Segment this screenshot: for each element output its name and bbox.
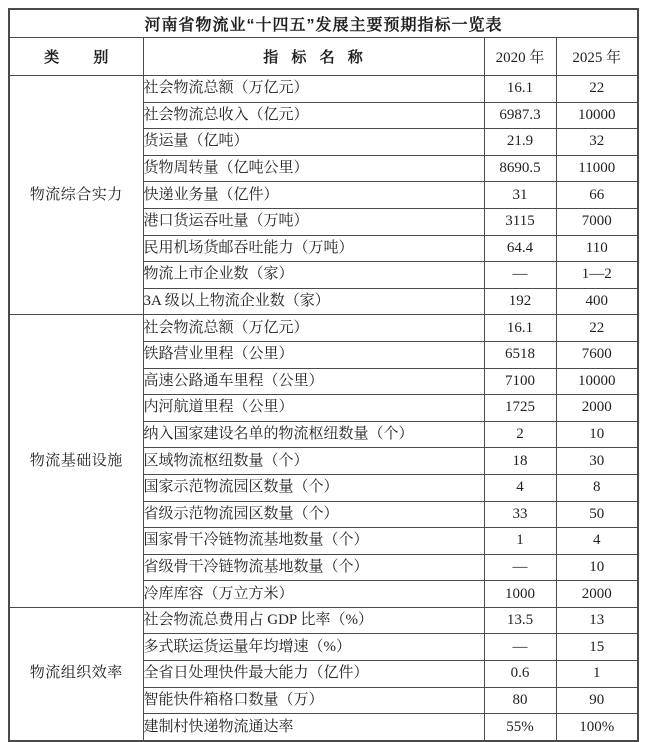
indicator-name: 高速公路通车里程（公里） [143, 368, 484, 395]
value-2025: 2000 [556, 581, 638, 608]
value-2020: — [484, 262, 556, 289]
value-2025: 7600 [556, 341, 638, 368]
value-2025: 10000 [556, 368, 638, 395]
indicator-name: 国家示范物流园区数量（个） [143, 474, 484, 501]
indicator-name: 铁路营业里程（公里） [143, 341, 484, 368]
value-2020: 33 [484, 501, 556, 528]
indicator-name: 省级骨干冷链物流基地数量（个） [143, 554, 484, 581]
value-2025: 66 [556, 182, 638, 209]
value-2020: 16.1 [484, 76, 556, 103]
value-2020: 0.6 [484, 661, 556, 688]
indicators-table [8, 8, 639, 742]
value-2025: 100% [556, 714, 638, 741]
value-2025: 1 [556, 661, 638, 688]
indicator-name: 智能快件箱格口数量（万） [143, 687, 484, 714]
value-2020: 31 [484, 182, 556, 209]
value-2025: 15 [556, 634, 638, 661]
col-header-2025: 2025 年 [556, 38, 638, 76]
value-2025: 22 [556, 315, 638, 342]
value-2020: 13.5 [484, 607, 556, 634]
indicator-name: 国家骨干冷链物流基地数量（个） [143, 528, 484, 555]
value-2025: 22 [556, 76, 638, 103]
value-2025: 32 [556, 129, 638, 156]
value-2025: 1—2 [556, 262, 638, 289]
value-2025: 2000 [556, 395, 638, 422]
indicator-name: 3A 级以上物流企业数（家） [143, 288, 484, 315]
value-2020: 3115 [484, 208, 556, 235]
indicator-name: 货运量（亿吨） [143, 129, 484, 156]
table-row [9, 76, 638, 103]
value-2020: — [484, 634, 556, 661]
value-2025: 110 [556, 235, 638, 262]
value-2020: 18 [484, 448, 556, 475]
value-2020: 1 [484, 528, 556, 555]
value-2020: 4 [484, 474, 556, 501]
category-cell: 物流综合实力 [9, 76, 143, 315]
value-2020: 1000 [484, 581, 556, 608]
indicator-name: 快递业务量（亿件） [143, 182, 484, 209]
table-title: 河南省物流业“十四五”发展主要预期指标一览表 [9, 9, 638, 38]
category-cell: 物流基础设施 [9, 315, 143, 608]
value-2025: 8 [556, 474, 638, 501]
value-2020: 80 [484, 687, 556, 714]
value-2020: 21.9 [484, 129, 556, 156]
indicator-name: 省级示范物流园区数量（个） [143, 501, 484, 528]
value-2020: 8690.5 [484, 155, 556, 182]
indicator-name: 冷库库容（万立方米） [143, 581, 484, 608]
value-2020: — [484, 554, 556, 581]
indicator-name: 社会物流总额（万亿元） [143, 76, 484, 103]
value-2020: 6518 [484, 341, 556, 368]
indicator-name: 物流上市企业数（家） [143, 262, 484, 289]
value-2025: 10 [556, 421, 638, 448]
value-2025: 10 [556, 554, 638, 581]
col-header-category: 类 别 [9, 38, 143, 76]
value-2020: 16.1 [484, 315, 556, 342]
value-2025: 11000 [556, 155, 638, 182]
indicator-name: 建制村快递物流通达率 [143, 714, 484, 741]
value-2025: 7000 [556, 208, 638, 235]
value-2020: 64.4 [484, 235, 556, 262]
value-2020: 1725 [484, 395, 556, 422]
indicator-name: 社会物流总费用占 GDP 比率（%） [143, 607, 484, 634]
category-cell: 物流组织效率 [9, 607, 143, 740]
value-2025: 90 [556, 687, 638, 714]
indicator-name: 货物周转量（亿吨公里） [143, 155, 484, 182]
value-2025: 13 [556, 607, 638, 634]
value-2020: 192 [484, 288, 556, 315]
value-2025: 50 [556, 501, 638, 528]
value-2020: 2 [484, 421, 556, 448]
indicator-name: 多式联运货运量年均增速（%） [143, 634, 484, 661]
value-2020: 7100 [484, 368, 556, 395]
col-header-2020: 2020 年 [484, 38, 556, 76]
indicator-name: 全省日处理快件最大能力（亿件） [143, 661, 484, 688]
title-row [9, 9, 638, 38]
table-row [9, 607, 638, 634]
indicator-name: 民用机场货邮吞吐能力（万吨） [143, 235, 484, 262]
indicator-name: 社会物流总收入（亿元） [143, 102, 484, 129]
indicator-name: 区域物流枢纽数量（个） [143, 448, 484, 475]
value-2025: 400 [556, 288, 638, 315]
col-header-indicator: 指 标 名 称 [143, 38, 484, 76]
table-row [9, 315, 638, 342]
indicator-name: 港口货运吞吐量（万吨） [143, 208, 484, 235]
indicator-name: 社会物流总额（万亿元） [143, 315, 484, 342]
value-2025: 30 [556, 448, 638, 475]
indicator-name: 内河航道里程（公里） [143, 395, 484, 422]
column-header-row [9, 38, 638, 76]
indicator-name: 纳入国家建设名单的物流枢纽数量（个） [143, 421, 484, 448]
value-2020: 55% [484, 714, 556, 741]
value-2025: 10000 [556, 102, 638, 129]
value-2025: 4 [556, 528, 638, 555]
value-2020: 6987.3 [484, 102, 556, 129]
